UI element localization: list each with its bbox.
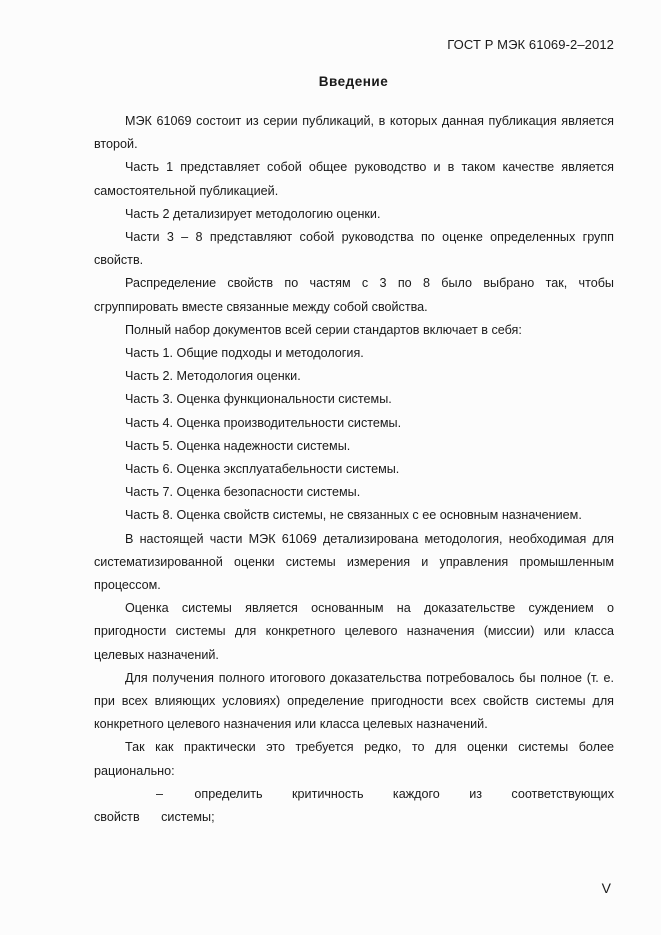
- dash-list-item: [94, 783, 614, 829]
- paragraph: В настоящей части МЭК 61069 детализирована методология, необходимая для систематизированной оценки системы измерения и управления промышленным процессом.: [94, 531, 614, 593]
- page-number: V: [601, 880, 611, 896]
- paragraph: Распределение свойств по частям с 3 по 8 было выбрано так, чтобы сгруппировать вместе связанные между собой свойства.: [94, 276, 614, 314]
- section-title: Введение: [318, 74, 389, 89]
- dash-list-item-text: определить критичность каждого из соответствующих свойств системы;: [94, 786, 615, 825]
- list-entry: Часть 2. Методология оценки.: [125, 369, 301, 384]
- list-entry: Часть 7. Оценка безопасности системы.: [125, 485, 361, 500]
- document-body: [94, 110, 614, 829]
- paragraph: Для получения полного итогового доказательства потребовалось бы полное (т. е. при всех влияющих условиях) определение пригодности всех свойств системы для конкретного целевого назначения или класса целевых назначений.: [94, 670, 614, 732]
- paragraph: Так как практически это требуется редко, то для оценки системы более рационально:: [94, 740, 614, 778]
- paragraph: Оценка системы является основанным на доказательстве суждением о пригодности системы для конкретного целевого назначения (миссии) или класса целевых назначений.: [94, 601, 614, 662]
- list-dash: –: [156, 786, 164, 801]
- paragraph: Полный набор документов всей серии стандартов включает в себя:: [125, 322, 522, 337]
- paragraph: Часть 1 представляет собой общее руководство и в таком качестве является самостоятельной публикацией.: [94, 160, 614, 198]
- list-entry: Часть 6. Оценка эксплуатабельности системы.: [125, 462, 400, 477]
- paragraph: МЭК 61069 состоит из серии публикаций, в которых данная публикация является второй.: [94, 114, 614, 152]
- paragraph: Часть 2 детализирует методологию оценки.: [125, 206, 381, 221]
- list-entry: Часть 5. Оценка надежности системы.: [125, 438, 351, 453]
- list-entry: Часть 8. Оценка свойств системы, не связанных с ее основным назначением.: [125, 508, 582, 523]
- paragraph: Части 3 – 8 представляют собой руководства по оценке определенных групп свойств.: [94, 230, 614, 268]
- list-entry: Часть 1. Общие подходы и методология.: [125, 346, 364, 361]
- standard-designation: ГОСТ Р МЭК 61069-2–2012: [447, 37, 614, 52]
- list-entry: Часть 3. Оценка функциональности системы.: [125, 392, 392, 407]
- list-entry: Часть 4. Оценка производительности системы.: [125, 415, 402, 430]
